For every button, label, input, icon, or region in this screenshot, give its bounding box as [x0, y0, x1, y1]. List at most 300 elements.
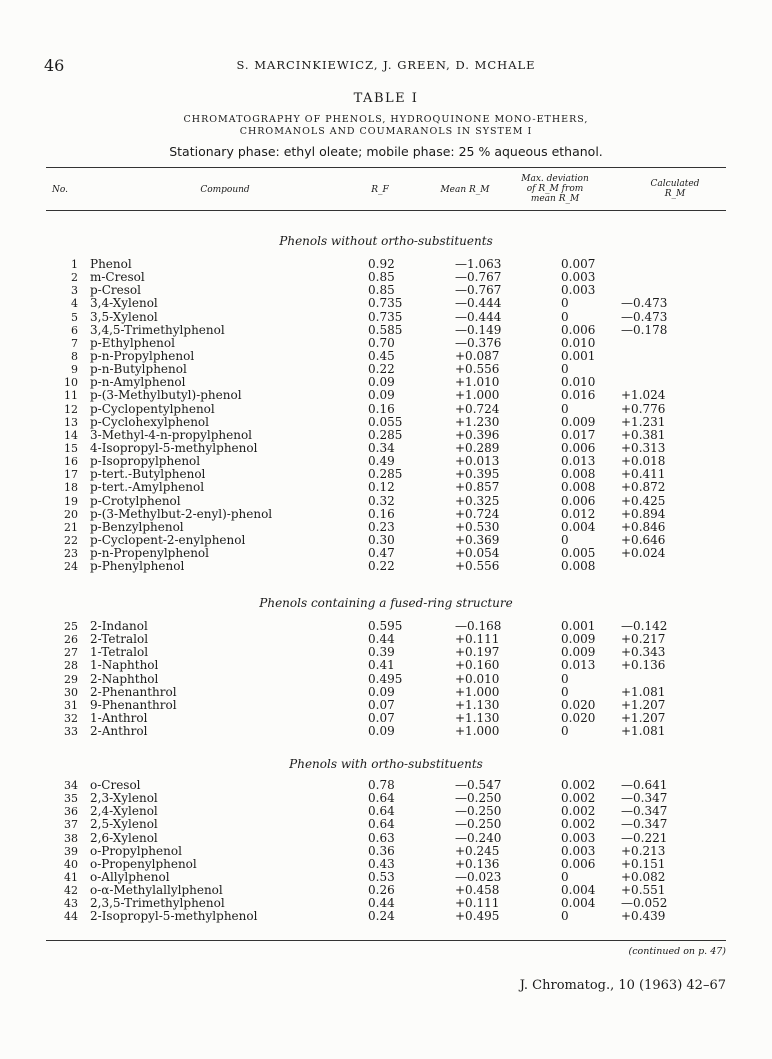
cell-number: 6 [71, 323, 78, 337]
cell-calculated-rm: —0.347 [621, 817, 668, 832]
cell-number: 20 [64, 507, 78, 521]
table-label: TABLE I [353, 91, 419, 106]
cell-mean-rm: —0.168 [455, 619, 502, 633]
cell-max-deviation: 0.002 [561, 804, 596, 819]
cell-number: 12 [64, 402, 78, 416]
cell-rf: 0.64 [368, 791, 395, 806]
cell-max-deviation: 0 [561, 724, 569, 739]
page-number: 46 [44, 56, 65, 75]
cell-number: 38 [64, 831, 78, 845]
cell-mean-rm: —0.444 [455, 309, 502, 324]
cell-calculated-rm: —0.347 [621, 804, 668, 819]
table-row [0, 311, 772, 324]
cell-calculated-rm: +0.213 [621, 843, 666, 858]
cell-number: 22 [64, 533, 78, 547]
cell-calculated-rm: +0.381 [621, 427, 666, 442]
cell-compound: p-(3-Methylbutyl)-phenol [90, 388, 242, 403]
cell-max-deviation: 0.002 [561, 778, 596, 792]
cell-max-deviation: 0.013 [561, 454, 596, 469]
cell-number: 33 [64, 725, 78, 739]
cell-calculated-rm: +0.551 [621, 883, 666, 898]
cell-mean-rm: +0.087 [455, 348, 500, 363]
cell-number: 2 [71, 271, 78, 285]
cell-calculated-rm: +0.018 [621, 454, 666, 469]
cell-mean-rm: —0.250 [455, 804, 502, 819]
cell-compound: p-n-Propylphenol [90, 348, 195, 363]
cell-compound: p-Ethylphenol [90, 335, 175, 350]
cell-compound: 2-Naphthol [90, 671, 159, 686]
cell-rf: 0.585 [368, 322, 403, 337]
cell-calculated-rm: —0.473 [621, 296, 668, 311]
cell-mean-rm: +1.010 [455, 375, 500, 390]
cell-calculated-rm: —0.178 [621, 322, 668, 337]
cell-mean-rm: —0.023 [455, 869, 502, 884]
cell-number: 18 [64, 481, 78, 495]
table-bottom-rule [46, 940, 726, 941]
cell-calculated-rm: —0.142 [621, 619, 668, 633]
table-row [0, 495, 772, 508]
cell-number: 3 [71, 284, 78, 298]
cell-compound: o-Cresol [90, 778, 141, 792]
table-header-rule [46, 210, 726, 211]
table-row [0, 297, 772, 310]
cell-number: 32 [64, 711, 78, 725]
cell-mean-rm: —0.767 [455, 270, 502, 285]
cell-max-deviation: 0.020 [561, 710, 596, 725]
cell-number: 13 [64, 415, 78, 429]
cell-max-deviation: 0.008 [561, 559, 596, 574]
section-rows [0, 620, 772, 738]
table-row [0, 508, 772, 521]
cell-calculated-rm: —0.221 [621, 830, 668, 845]
cell-rf: 0.45 [368, 348, 395, 363]
cell-rf: 0.44 [368, 896, 395, 911]
cell-max-deviation: 0.002 [561, 791, 596, 806]
cell-mean-rm: —0.149 [455, 322, 502, 337]
cell-compound: 3-Methyl-4-n-propylphenol [90, 427, 253, 442]
cell-mean-rm: +0.325 [455, 493, 500, 508]
cell-mean-rm: +0.495 [455, 909, 500, 924]
cell-rf: 0.09 [368, 684, 395, 699]
table-row [0, 560, 772, 573]
cell-compound: p-tert.-Amylphenol [90, 480, 205, 495]
cell-compound: 2,6-Xylenol [90, 830, 158, 845]
cell-number: 31 [64, 698, 78, 712]
cell-compound: 2-Tetralol [90, 632, 149, 647]
table-row [0, 521, 772, 534]
cell-compound: p-tert.-Butylphenol [90, 467, 206, 482]
cell-rf: 0.41 [368, 658, 395, 673]
table-row [0, 481, 772, 494]
cell-rf: 0.22 [368, 362, 395, 377]
cell-compound: o-α-Methylallylphenol [90, 883, 223, 898]
header-mean-rm: Mean R_M [440, 185, 490, 195]
cell-number: 34 [64, 779, 78, 792]
cell-max-deviation: 0.017 [561, 427, 596, 442]
cell-mean-rm: +0.010 [455, 671, 500, 686]
cell-mean-rm: +0.458 [455, 883, 500, 898]
cell-compound: 3,5-Xylenol [90, 309, 158, 324]
cell-rf: 0.16 [368, 401, 395, 416]
header-no: No. [52, 185, 68, 195]
table-row [0, 832, 772, 845]
cell-calculated-rm: +0.646 [621, 532, 666, 547]
cell-calculated-rm: +0.136 [621, 658, 666, 673]
table-row [0, 403, 772, 416]
cell-rf: 0.735 [368, 309, 403, 324]
cell-max-deviation: 0.007 [561, 257, 596, 271]
cell-max-deviation: 0.010 [561, 335, 596, 350]
cell-compound: 2,5-Xylenol [90, 817, 158, 832]
cell-rf: 0.43 [368, 856, 395, 871]
section-rows [0, 258, 772, 573]
cell-max-deviation: 0 [561, 401, 569, 416]
cell-mean-rm: +0.160 [455, 658, 500, 673]
table-row [0, 659, 772, 672]
table-row [0, 416, 772, 429]
cell-compound: p-Phenylphenol [90, 559, 185, 574]
cell-max-deviation: 0 [561, 362, 569, 377]
cell-compound: 1-Anthrol [90, 710, 148, 725]
cell-mean-rm: +0.369 [455, 532, 500, 547]
cell-number: 26 [64, 633, 78, 647]
cell-number: 19 [64, 494, 78, 508]
cell-calculated-rm: +0.872 [621, 480, 666, 495]
header-max-deviation [505, 174, 605, 204]
cell-max-deviation: 0.001 [561, 348, 596, 363]
cell-compound: p-n-Propenylphenol [90, 546, 209, 561]
cell-max-deviation: 0.006 [561, 493, 596, 508]
section-title: Phenols containing a fused-ring structure [259, 596, 513, 610]
cell-compound: 2,3-Xylenol [90, 791, 158, 806]
cell-compound: 3,4-Xylenol [90, 296, 158, 311]
cell-compound: 2-Anthrol [90, 724, 148, 739]
journal-citation: J. Chromatog., 10 (1963) 42–67 [519, 978, 726, 993]
table-row [0, 725, 772, 738]
cell-calculated-rm: +0.846 [621, 519, 666, 534]
cell-rf: 0.49 [368, 454, 395, 469]
cell-rf: 0.30 [368, 532, 395, 547]
cell-rf: 0.285 [368, 467, 403, 482]
cell-mean-rm: +1.000 [455, 388, 500, 403]
header-calculated-line-2: R_M [664, 189, 686, 199]
cell-calculated-rm: +1.081 [621, 724, 666, 739]
cell-rf: 0.36 [368, 843, 395, 858]
cell-max-deviation: 0.003 [561, 843, 596, 858]
cell-mean-rm: —0.547 [455, 778, 502, 792]
running-head-authors: S. MARCINKIEWICZ, J. GREEN, D. MCHALE [236, 58, 536, 72]
cell-max-deviation: 0 [561, 671, 569, 686]
cell-mean-rm: +0.395 [455, 467, 500, 482]
cell-rf: 0.47 [368, 546, 395, 561]
header-rf: R_F [371, 185, 389, 195]
cell-calculated-rm: +0.151 [621, 856, 666, 871]
cell-mean-rm: +1.000 [455, 724, 500, 739]
cell-mean-rm: —0.444 [455, 296, 502, 311]
cell-rf: 0.85 [368, 270, 395, 285]
cell-max-deviation: 0.006 [561, 856, 596, 871]
cell-compound: p-Isopropylphenol [90, 454, 201, 469]
cell-calculated-rm: +1.207 [621, 697, 666, 712]
cell-number: 37 [64, 818, 78, 832]
cell-number: 44 [64, 910, 78, 924]
cell-number: 16 [64, 455, 78, 469]
cell-number: 25 [64, 620, 78, 633]
cell-max-deviation: 0.004 [561, 896, 596, 911]
cell-number: 9 [71, 363, 78, 377]
cell-calculated-rm: +1.024 [621, 388, 666, 403]
cell-calculated-rm: —0.641 [621, 778, 668, 792]
cell-compound: p-Cresol [90, 283, 141, 298]
cell-compound: p-n-Butylphenol [90, 362, 187, 377]
cell-mean-rm: +0.013 [455, 454, 500, 469]
cell-calculated-rm: —0.052 [621, 896, 668, 911]
cell-max-deviation: 0.006 [561, 322, 596, 337]
cell-mean-rm: +0.857 [455, 480, 500, 495]
cell-number: 11 [64, 389, 78, 403]
cell-calculated-rm: +0.082 [621, 869, 666, 884]
cell-calculated-rm: +0.894 [621, 506, 666, 521]
cell-max-deviation: 0 [561, 532, 569, 547]
cell-mean-rm: +1.000 [455, 684, 500, 699]
cell-compound: 9-Phenanthrol [90, 697, 177, 712]
cell-max-deviation: 0.010 [561, 375, 596, 390]
cell-number: 29 [64, 672, 78, 686]
cell-max-deviation: 0.004 [561, 883, 596, 898]
cell-rf: 0.23 [368, 519, 395, 534]
table-top-rule [46, 167, 726, 168]
section-title: Phenols without ortho-substituents [279, 234, 493, 248]
cell-max-deviation: 0.016 [561, 388, 596, 403]
cell-rf: 0.09 [368, 375, 395, 390]
table-row [0, 673, 772, 686]
cell-rf: 0.78 [368, 778, 395, 792]
cell-max-deviation: 0 [561, 309, 569, 324]
cell-compound: 1-Tetralol [90, 645, 149, 660]
cell-max-deviation: 0.003 [561, 270, 596, 285]
cell-rf: 0.92 [368, 257, 395, 271]
cell-number: 35 [64, 792, 78, 806]
cell-mean-rm: +0.556 [455, 362, 500, 377]
cell-number: 5 [71, 310, 78, 324]
cell-rf: 0.09 [368, 388, 395, 403]
table-row [0, 699, 772, 712]
cell-max-deviation: 0 [561, 684, 569, 699]
cell-rf: 0.07 [368, 710, 395, 725]
cell-number: 42 [64, 884, 78, 898]
header-compound: Compound [200, 185, 250, 195]
cell-number: 14 [64, 428, 78, 442]
cell-compound: Phenol [90, 257, 132, 271]
table-row [0, 429, 772, 442]
cell-rf: 0.34 [368, 440, 395, 455]
cell-mean-rm: —0.250 [455, 817, 502, 832]
cell-mean-rm: +0.111 [455, 632, 500, 647]
cell-calculated-rm: +0.343 [621, 645, 666, 660]
cell-mean-rm: +0.136 [455, 856, 500, 871]
cell-mean-rm: —0.767 [455, 283, 502, 298]
cell-calculated-rm: +1.207 [621, 710, 666, 725]
cell-calculated-rm: +0.217 [621, 632, 666, 647]
cell-compound: p-Benzylphenol [90, 519, 184, 534]
cell-max-deviation: 0.006 [561, 440, 596, 455]
table-row [0, 324, 772, 337]
cell-mean-rm: +0.530 [455, 519, 500, 534]
header-max-deviation-line-1: Max. deviation [521, 174, 589, 184]
cell-number: 15 [64, 441, 78, 455]
cell-max-deviation: 0.003 [561, 830, 596, 845]
cell-mean-rm: +0.245 [455, 843, 500, 858]
cell-rf: 0.70 [368, 335, 395, 350]
section-title: Phenols with ortho-substituents [289, 757, 483, 771]
cell-compound: o-Propenylphenol [90, 856, 197, 871]
cell-number: 17 [64, 468, 78, 482]
cell-compound: 1-Naphthol [90, 658, 159, 673]
cell-mean-rm: +0.556 [455, 559, 500, 574]
cell-rf: 0.53 [368, 869, 395, 884]
cell-max-deviation: 0 [561, 296, 569, 311]
cell-number: 23 [64, 547, 78, 561]
cell-mean-rm: +0.197 [455, 645, 500, 660]
cell-number: 27 [64, 646, 78, 660]
cell-rf: 0.055 [368, 414, 403, 429]
cell-calculated-rm: +0.313 [621, 440, 666, 455]
cell-max-deviation: 0.009 [561, 632, 596, 647]
cell-calculated-rm: +0.425 [621, 493, 666, 508]
cell-number: 30 [64, 685, 78, 699]
cell-max-deviation: 0.008 [561, 480, 596, 495]
cell-rf: 0.64 [368, 804, 395, 819]
cell-mean-rm: —1.063 [455, 257, 502, 271]
section-rows [0, 779, 772, 924]
cell-number: 8 [71, 349, 78, 363]
cell-rf: 0.16 [368, 506, 395, 521]
cell-max-deviation: 0.008 [561, 467, 596, 482]
cell-mean-rm: +0.289 [455, 440, 500, 455]
table-row [0, 858, 772, 871]
cell-compound: p-(3-Methylbut-2-enyl)-phenol [90, 506, 273, 521]
cell-number: 41 [64, 870, 78, 884]
cell-mean-rm: —0.250 [455, 791, 502, 806]
cell-rf: 0.07 [368, 697, 395, 712]
cell-number: 24 [64, 560, 78, 574]
cell-compound: o-Allylphenol [90, 869, 170, 884]
cell-rf: 0.32 [368, 493, 395, 508]
header-calculated-line-1: Calculated [650, 179, 700, 189]
cell-number: 21 [64, 520, 78, 534]
cell-rf: 0.22 [368, 559, 395, 574]
cell-max-deviation: 0.012 [561, 506, 596, 521]
cell-number: 39 [64, 844, 78, 858]
table-row [0, 845, 772, 858]
cell-rf: 0.495 [368, 671, 403, 686]
cell-max-deviation: 0.005 [561, 546, 596, 561]
cell-calculated-rm: —0.347 [621, 791, 668, 806]
cell-mean-rm: +0.111 [455, 896, 500, 911]
cell-number: 7 [71, 336, 78, 350]
cell-number: 40 [64, 857, 78, 871]
cell-number: 1 [71, 258, 78, 271]
cell-compound: p-Cyclohexylphenol [90, 414, 209, 429]
cell-calculated-rm: +0.411 [621, 467, 666, 482]
header-calculated-rm [625, 179, 725, 199]
cell-compound: o-Propylphenol [90, 843, 182, 858]
cell-compound: p-n-Amylphenol [90, 375, 186, 390]
stationary-phase-note: Stationary phase: ethyl oleate; mobile phase: 25 % aqueous ethanol. [169, 144, 603, 159]
table-row [0, 818, 772, 831]
cell-rf: 0.39 [368, 645, 395, 660]
cell-mean-rm: +0.396 [455, 427, 500, 442]
cell-compound: 2-Isopropyl-5-methylphenol [90, 909, 258, 924]
cell-compound: 4-Isopropyl-5-methylphenol [90, 440, 258, 455]
cell-rf: 0.12 [368, 480, 395, 495]
cell-number: 36 [64, 805, 78, 819]
cell-max-deviation: 0.009 [561, 414, 596, 429]
cell-calculated-rm: +0.776 [621, 401, 666, 416]
cell-max-deviation: 0.003 [561, 283, 596, 298]
cell-mean-rm: +0.054 [455, 546, 500, 561]
cell-compound: p-Crotylphenol [90, 493, 181, 508]
cell-max-deviation: 0.013 [561, 658, 596, 673]
table-caption-line-2: CHROMANOLS AND COUMARANOLS IN SYSTEM I [239, 126, 533, 137]
cell-compound: 2,3,5-Trimethylphenol [90, 896, 225, 911]
cell-rf: 0.63 [368, 830, 395, 845]
table-row [0, 910, 772, 923]
cell-max-deviation: 0.004 [561, 519, 596, 534]
cell-calculated-rm: +1.081 [621, 684, 666, 699]
cell-max-deviation: 0.009 [561, 645, 596, 660]
cell-number: 28 [64, 659, 78, 673]
cell-compound: 2-Phenanthrol [90, 684, 177, 699]
cell-rf: 0.735 [368, 296, 403, 311]
cell-rf: 0.64 [368, 817, 395, 832]
cell-rf: 0.09 [368, 724, 395, 739]
cell-mean-rm: +0.724 [455, 506, 500, 521]
cell-compound: m-Cresol [90, 270, 145, 285]
cell-rf: 0.85 [368, 283, 395, 298]
cell-mean-rm: +1.230 [455, 414, 500, 429]
cell-calculated-rm: +0.024 [621, 546, 666, 561]
header-max-deviation-line-3: mean R_M [530, 194, 580, 204]
cell-max-deviation: 0.001 [561, 619, 596, 633]
cell-mean-rm: +0.724 [455, 401, 500, 416]
cell-rf: 0.595 [368, 619, 403, 633]
cell-number: 43 [64, 897, 78, 911]
cell-number: 10 [64, 376, 78, 390]
cell-calculated-rm: +1.231 [621, 414, 666, 429]
cell-compound: 2,4-Xylenol [90, 804, 158, 819]
cell-number: 4 [71, 297, 78, 311]
cell-rf: 0.285 [368, 427, 403, 442]
header-max-deviation-line-2: of R_M from [526, 184, 584, 194]
cell-max-deviation: 0 [561, 869, 569, 884]
cell-compound: 2-Indanol [90, 619, 148, 633]
cell-rf: 0.24 [368, 909, 395, 924]
cell-mean-rm: —0.240 [455, 830, 502, 845]
cell-max-deviation: 0.002 [561, 817, 596, 832]
cell-rf: 0.26 [368, 883, 395, 898]
continued-note: (continued on p. 47) [628, 946, 726, 957]
cell-max-deviation: 0.020 [561, 697, 596, 712]
cell-compound: 3,4,5-Trimethylphenol [90, 322, 225, 337]
cell-mean-rm: +1.130 [455, 710, 500, 725]
table-row [0, 389, 772, 402]
cell-mean-rm: +1.130 [455, 697, 500, 712]
cell-compound: p-Cyclopentylphenol [90, 401, 215, 416]
cell-mean-rm: —0.376 [455, 335, 502, 350]
table-row [0, 686, 772, 699]
cell-calculated-rm: +0.439 [621, 909, 666, 924]
